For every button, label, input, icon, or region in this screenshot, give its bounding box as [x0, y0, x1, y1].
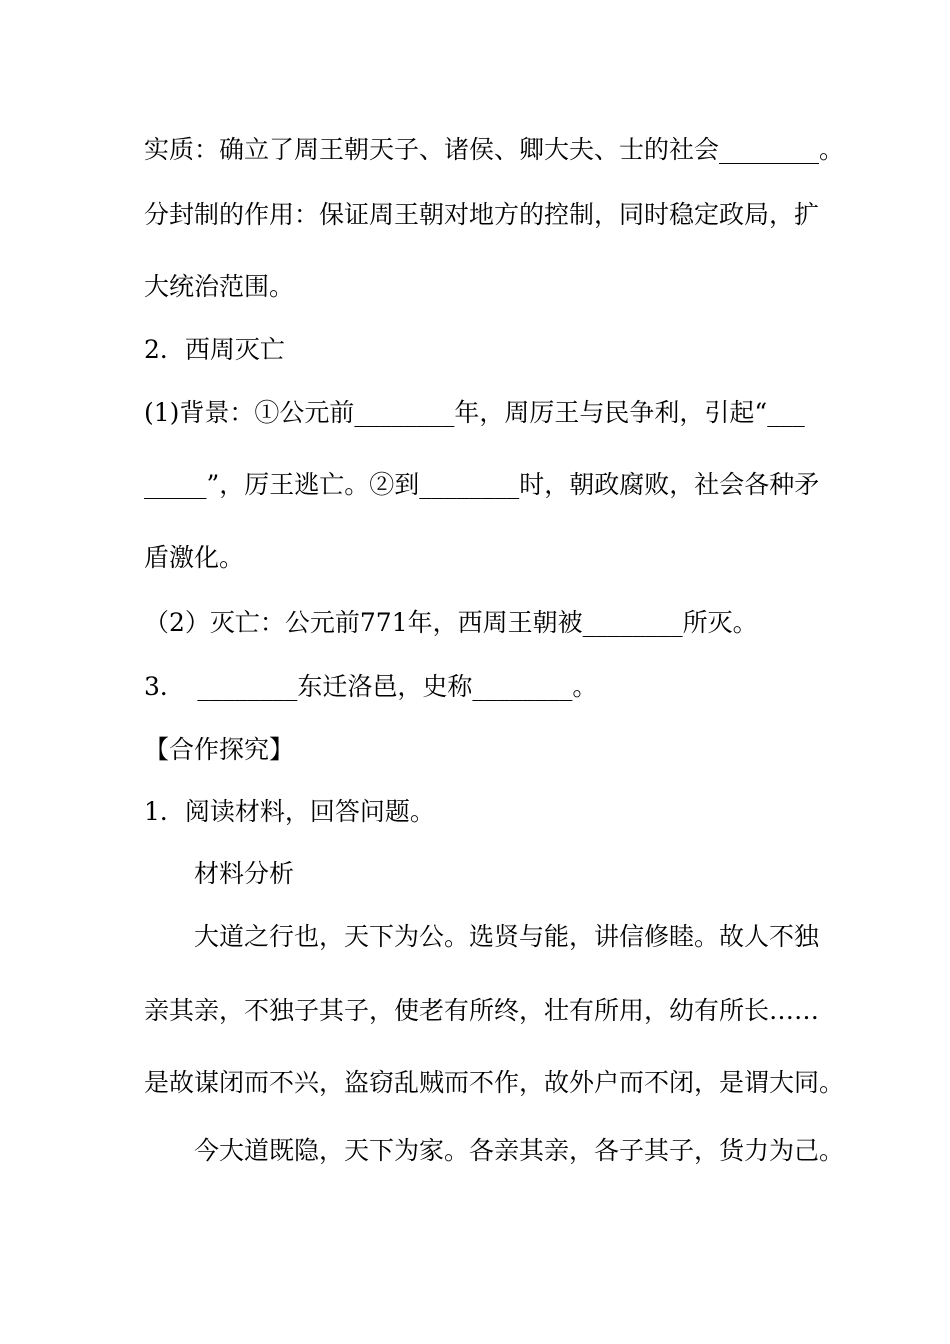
- text-line-essence: 实质：确立了周王朝天子、诸侯、卿大夫、士的社会________。: [144, 135, 845, 164]
- text-line-background-end: 盾激化。: [144, 543, 245, 572]
- passage-line: 是故谋闭而不兴，盗窃乱贼而不作，故外户而不闭，是谓大同。: [144, 1068, 845, 1097]
- text-line-fall: （2）灭亡：公元前771年，西周王朝被________所灭。: [144, 608, 758, 637]
- text-line-background-cont: _____”，厉王逃亡。②到________时，朝政腐败，社会各种矛: [144, 470, 820, 499]
- passage-line: 亲其亲，不独子其子，使老有所终，壮有所用，幼有所长……: [144, 996, 820, 1025]
- text-line-feudal-role: 分封制的作用：保证周王朝对地方的控制，同时稳定政局，扩: [144, 200, 820, 229]
- section-heading-cooperative-inquiry: 【合作探究】: [144, 735, 295, 764]
- material-analysis-label: 材料分析: [194, 859, 295, 888]
- passage-line: 大道之行也，天下为公。选贤与能，讲信修睦。故人不独: [194, 922, 820, 951]
- passage-line: 今大道既隐，天下为家。各亲其亲，各子其子，货力为己。: [194, 1136, 845, 1165]
- question-heading: 1．阅读材料，回答问题。: [144, 797, 435, 826]
- text-line-feudal-role-cont: 大统治范围。: [144, 272, 295, 301]
- section-heading-western-zhou-fall: 2．西周灭亡: [144, 335, 285, 364]
- text-line-relocation: 3． ________东迁洛邑，史称________。: [144, 672, 598, 701]
- text-line-background: (1)背景：①公元前________年，周厉王与民争利，引起“___: [144, 398, 805, 427]
